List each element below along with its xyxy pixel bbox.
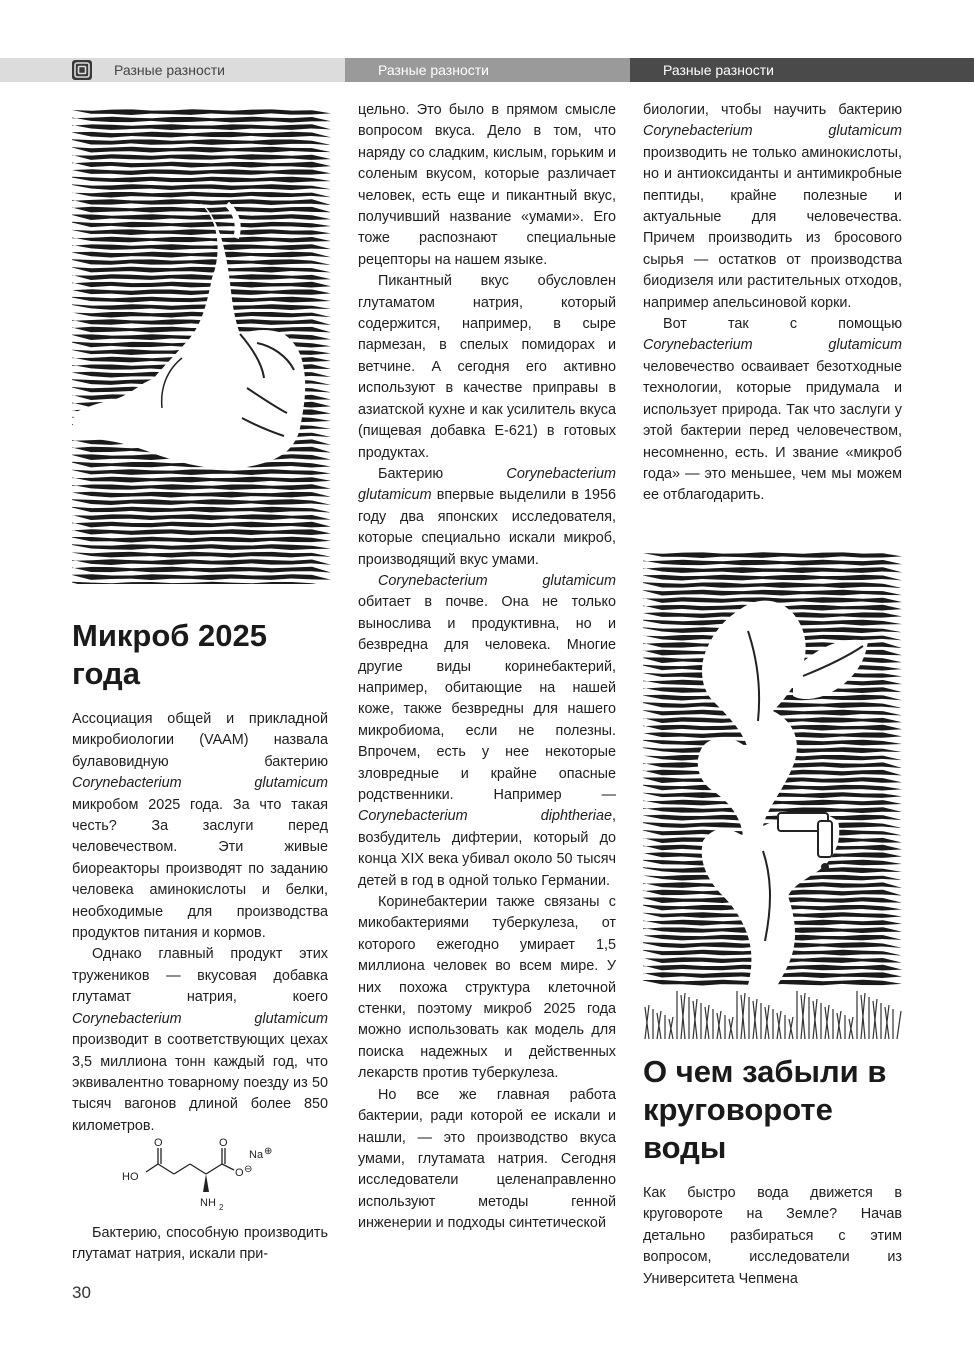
text-run: микробом 2025 года. За что такая честь? За заслуги перед человечеством. Эти живые биореакторы производят по заданию человека аминокислоты и белки, необходимые для производства продуктов питания и кормов.: [72, 796, 328, 942]
stripe: [72, 237, 331, 243]
formula-o-anion: O: [235, 1167, 244, 1179]
article-1-paragraph-8: Коринебактерии также связаны с микобактериями туберкулеза, от которого ежегодно умирает 1,5 миллиона человек во всем мире. У них похожа структура клеточной стенки, поэтому микроб 2025 года можно использовать как модель для поиска надежных и действенных лекарств против туберкулеза.: [358, 894, 616, 1082]
square-spiral-logo-icon: [72, 60, 92, 80]
stripe: [72, 514, 331, 520]
stripe: [72, 484, 331, 490]
stripe: [72, 124, 331, 130]
stripe: [72, 537, 331, 543]
stripe: [72, 499, 331, 505]
stripe: [72, 177, 331, 183]
stripe: [72, 552, 331, 558]
stripe: [72, 582, 331, 584]
formula-o-right: O: [219, 1137, 228, 1149]
stripe: [72, 244, 331, 250]
text-run: производить не только аминокислоты, но и антиоксиданты и антимикробные пептиды, крайне полезные и актуальные для человечества. Причем производить из бросового сырья — остатков от производства биодизеля или растительных отходов, например апельсиновой корки.: [643, 144, 902, 311]
header-section-2: Разные разности: [345, 58, 630, 82]
running-header: [0, 58, 974, 82]
article-1-paragraph-4: цельно. Это было в прямом смысле вопросом вкуса. Дело в том, что наряду со сладким, кислым, горьким и соленым вкусом, которые различает человек, есть еще и пикантный вкус, получивший название «умами». Его тоже распознают специальные рецепторы на нашем языке.: [358, 102, 616, 268]
stripe: [72, 214, 331, 220]
article-1-paragraph-6: [358, 464, 616, 571]
stripe: [72, 139, 331, 145]
stripe: [72, 529, 331, 535]
text-run: Вот так с помощью: [663, 316, 902, 333]
page-number: 30: [72, 1283, 91, 1302]
article-1-column-1-tail: [72, 1223, 328, 1266]
stripe: [643, 815, 902, 821]
stripe: [72, 132, 331, 138]
stripe: [72, 492, 331, 498]
text-run: человечество осваивает безотходные технологии, которые придумала и использует природа. Так что заслуги у этой бактерии перед человечеством, несомненно, есть. И звание «микроб года» — это меньшее, чем мы можем ее отблагодарить.: [643, 358, 902, 504]
species-name: Corynebacterium diphtheriae: [358, 808, 612, 825]
text-run: впервые выделили в 1956 году два японских исследователя, которые специально искали микроб, производящий вкус умами.: [358, 487, 616, 568]
stripe: [72, 297, 331, 303]
stripe: [72, 282, 331, 288]
species-name: Corynebacterium glutamicum: [72, 1010, 328, 1027]
stripe: [72, 222, 331, 228]
stripe: [72, 162, 331, 168]
article-1-paragraph-2: [72, 944, 328, 1137]
article-1-paragraph-10: [643, 100, 902, 314]
text-run: Ассоциация общей и прикладной микробиологии (VAAM) назвала булавовидную бактерию: [72, 711, 328, 770]
stripe: [72, 147, 331, 153]
stripe: [643, 590, 902, 596]
sodium-glutamate-structure: [118, 1136, 288, 1214]
text-run: , возбудитель дифтерии, который до конца XIX века убивал около 50 тысяч детей в год в одной только Германии.: [358, 808, 616, 889]
article-1-paragraph-9: Но все же главная работа бактерии, ради которой ее искали и нашли, — это производство вкуса умами, глутамата натрия. Сегодня исследователи целенаправленно используют методы генной инженерии и подходы синтетической: [358, 1086, 616, 1232]
stripe: [643, 567, 902, 573]
formula-ho: HO: [122, 1171, 139, 1183]
stripe: [72, 574, 331, 580]
stripe: [72, 117, 331, 123]
text-run: производит в соответствующих цехах 3,5 миллиона тонн каждый год, что эквивалентно товарному поезду из 50 тысяч вагонов длиной более 850 километров.: [72, 1032, 328, 1134]
stripe: [72, 289, 331, 295]
text-run: Однако главный продукт этих тружеников — вкусовая добавка глутамат натрия, коего: [72, 946, 328, 1006]
species-name: Corynebacterium glutamicum: [358, 465, 616, 504]
article-2-title: О чем забыли в круговороте воды: [643, 1054, 887, 1165]
article-1-column-1: [72, 709, 328, 1137]
species-name: Corynebacterium glutamicum: [378, 572, 616, 589]
stripe: [643, 552, 902, 558]
stripe: [72, 169, 331, 175]
stripe: [72, 522, 331, 528]
stripe: [72, 192, 331, 198]
stripe: [643, 575, 902, 581]
text-run: биологии, чтобы научить бактерию: [643, 102, 902, 118]
formula-na: Na: [249, 1149, 264, 1161]
stripe: [72, 544, 331, 550]
text-run: обитает в почве. Она не только вынослива и продуктивна, но и безвредна для человека. Многие другие виды коринебактерий, например, обитающие на нашей коже, также безвредны для нашего микробиома, если не полезны. Впрочем, есть у нее некоторые зловредные и крайне опасные родственники. Например —: [358, 594, 616, 803]
header-section-1: Разные разности: [0, 58, 345, 82]
stripe: [72, 477, 331, 483]
stripe: [72, 109, 331, 115]
stripe: [643, 807, 902, 813]
stripe: [72, 154, 331, 160]
header-section-3: Разные разности: [630, 58, 974, 82]
article-1-paragraph-1: [72, 709, 328, 944]
formula-nh-subscript: 2: [219, 1203, 224, 1212]
stripe: [72, 184, 331, 190]
grass-blade: [897, 1011, 901, 1039]
article-2-paragraph-1: Как быстро вода движется в круговороте на Земле? Начав детально разбираться с этим вопросом, исследователи из Университета Чепмена: [643, 1185, 902, 1287]
formula-nh: NH: [200, 1197, 216, 1209]
stripe: [72, 507, 331, 513]
stripe: [72, 229, 331, 235]
article-2-column: [643, 1183, 902, 1290]
stripe: [72, 469, 331, 475]
stripe: [72, 274, 331, 280]
stripe: [72, 304, 331, 310]
species-name: Corynebacterium glutamicum: [72, 775, 328, 792]
article-1-paragraph-5: Пикантный вкус обусловлен глутаматом натрия, который содержится, например, в сыре пармезан, в спелых помидорах и ветчине. А сегодня его активно используют в качестве приправы в азиатской кухне и как усилитель вкуса (пищевая добавка E-621) в готовых продуктах.: [358, 273, 616, 461]
stripe: [72, 207, 331, 213]
stripe: [72, 252, 331, 258]
stripe: [72, 267, 331, 273]
formula-o-left: O: [154, 1137, 163, 1149]
species-name: Corynebacterium glutamicum: [643, 123, 902, 140]
article-1-paragraph-7: [358, 571, 616, 892]
stripe: [643, 582, 902, 588]
article-1-column-2: [358, 100, 616, 1235]
article-1-title: Микроб 2025 года: [72, 618, 267, 691]
article-1-column-3: [643, 100, 902, 507]
article-1-paragraph-3: Бактерию, способную производить глутамат натрия, искали при-: [72, 1225, 328, 1263]
formula-plus-charge: ⊕: [264, 1146, 273, 1157]
stripe: [72, 567, 331, 573]
stripe: [72, 312, 331, 318]
plant-tap-illustration: [643, 551, 902, 1041]
article-1-paragraph-11: [643, 314, 902, 507]
text-run: Бактерию: [378, 465, 507, 482]
species-name: Corynebacterium glutamicum: [643, 337, 902, 354]
formula-minus-charge: ⊖: [244, 1164, 253, 1175]
stripe: [72, 259, 331, 265]
thumbs-up-illustration: [72, 108, 331, 584]
stripe: [643, 560, 902, 566]
stripe: [72, 559, 331, 565]
